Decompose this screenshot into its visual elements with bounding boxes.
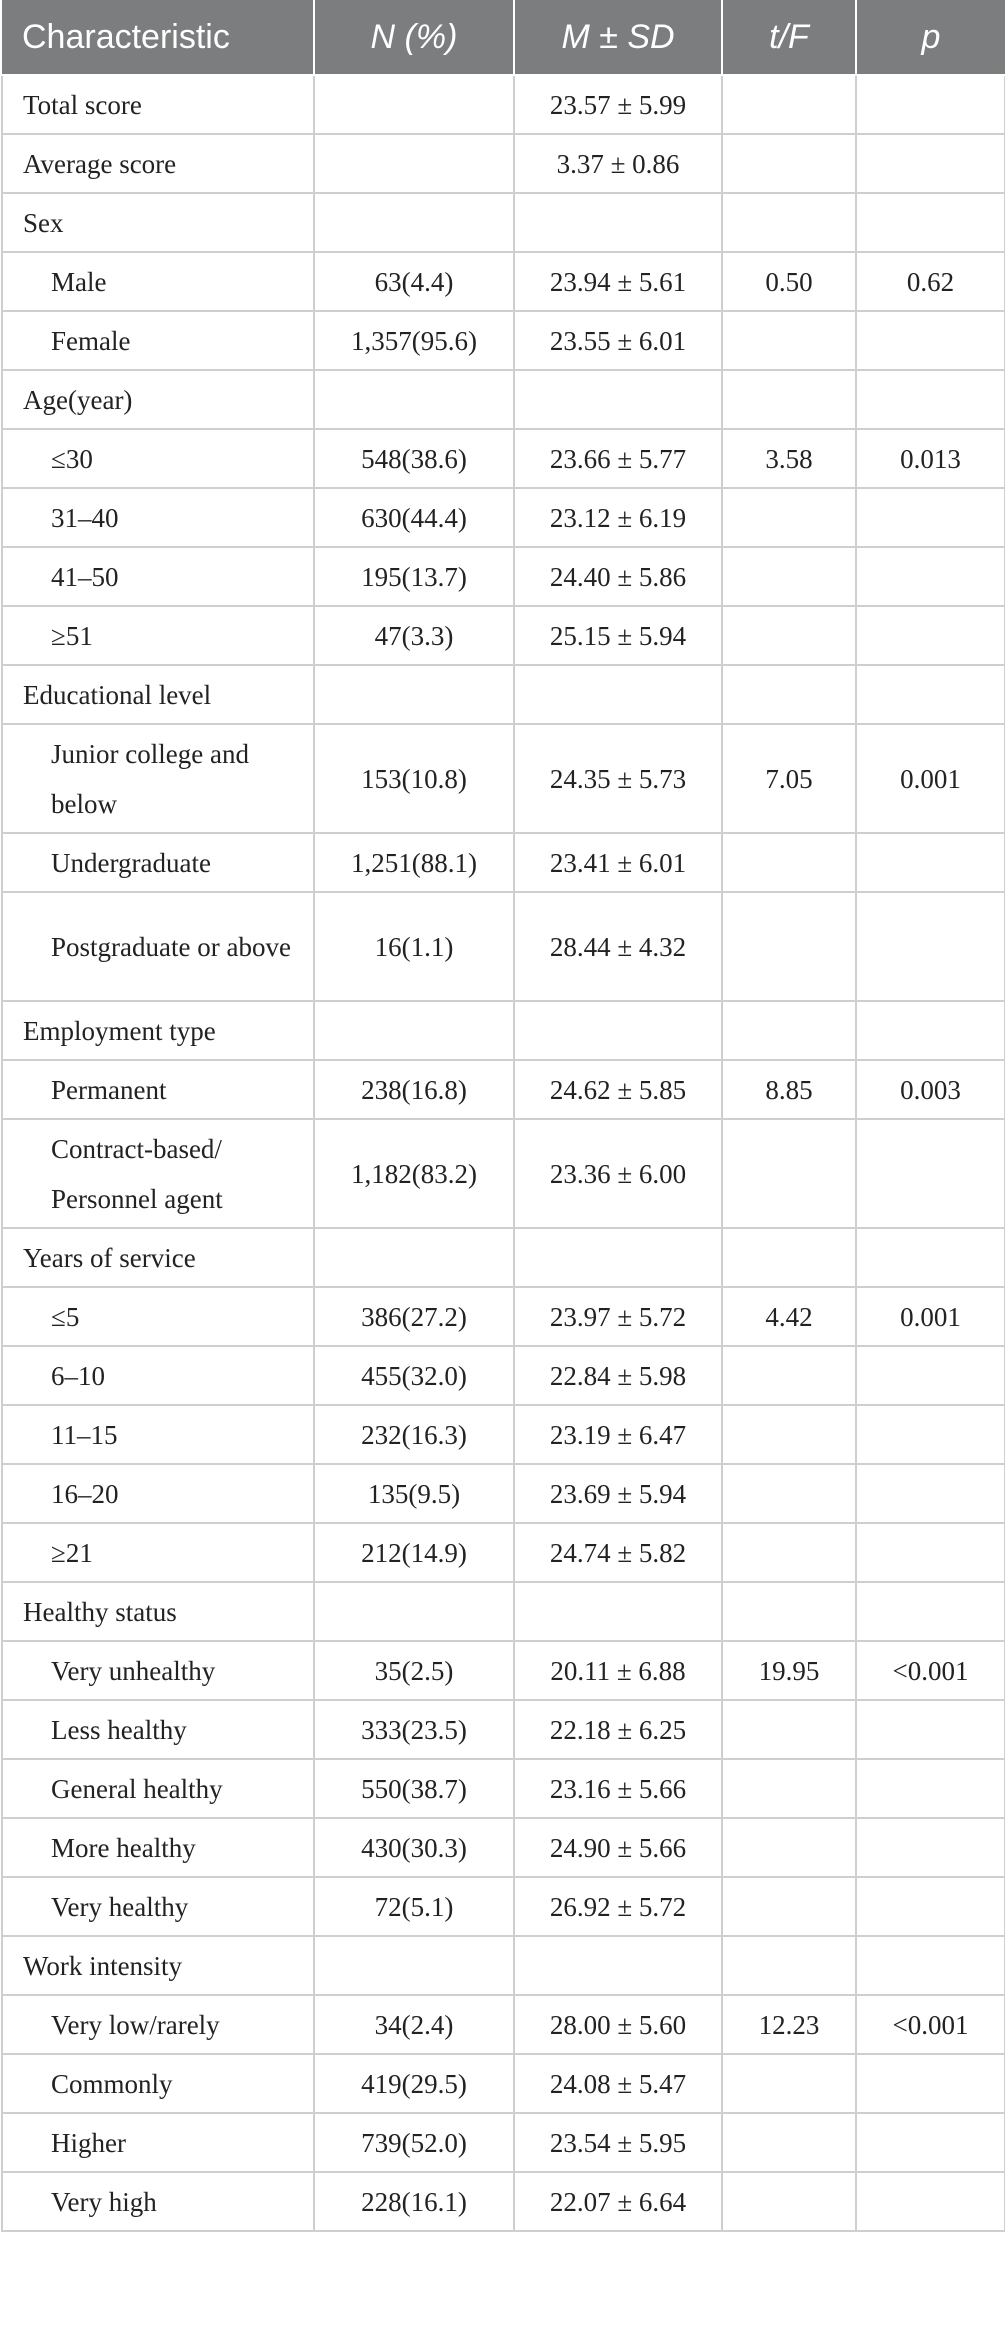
mean-sd-cell: 23.36 ± 6.00	[514, 1119, 722, 1228]
t-f-cell	[722, 1346, 856, 1405]
t-f-cell	[722, 606, 856, 665]
p-value-cell	[856, 1228, 1005, 1287]
t-f-cell	[722, 193, 856, 252]
table-row	[2, 134, 1005, 193]
mean-sd-cell	[514, 193, 722, 252]
table-row	[2, 75, 1005, 134]
row-label: Sex	[2, 193, 314, 252]
n-percent-cell	[314, 1936, 514, 1995]
mean-sd-cell	[514, 665, 722, 724]
n-percent-cell: 34(2.4)	[314, 1995, 514, 2054]
table-row	[2, 724, 1005, 833]
table-row	[2, 1287, 1005, 1346]
mean-sd-cell: 23.55 ± 6.01	[514, 311, 722, 370]
table-row	[2, 488, 1005, 547]
p-value-cell	[856, 1700, 1005, 1759]
table-row	[2, 429, 1005, 488]
t-f-cell	[722, 665, 856, 724]
t-f-cell	[722, 1405, 856, 1464]
t-f-cell	[722, 1523, 856, 1582]
mean-sd-cell: 24.08 ± 5.47	[514, 2054, 722, 2113]
n-percent-cell: 63(4.4)	[314, 252, 514, 311]
p-value-cell	[856, 1523, 1005, 1582]
p-value-cell	[856, 1346, 1005, 1405]
row-label: Junior college and below	[2, 724, 314, 833]
mean-sd-cell: 23.41 ± 6.01	[514, 833, 722, 892]
table-row	[2, 1346, 1005, 1405]
table-row	[2, 2172, 1005, 2231]
p-value-cell	[856, 833, 1005, 892]
table-row	[2, 1060, 1005, 1119]
p-value-cell	[856, 1119, 1005, 1228]
table-row	[2, 1641, 1005, 1700]
t-f-cell: 8.85	[722, 1060, 856, 1119]
row-label: Postgraduate or above	[2, 892, 314, 1001]
mean-sd-cell	[514, 1001, 722, 1060]
n-percent-cell: 630(44.4)	[314, 488, 514, 547]
table-row	[2, 1405, 1005, 1464]
p-value-cell	[856, 2054, 1005, 2113]
row-label: Male	[2, 252, 314, 311]
table-row	[2, 1228, 1005, 1287]
mean-sd-cell	[514, 1582, 722, 1641]
mean-sd-cell: 23.16 ± 5.66	[514, 1759, 722, 1818]
mean-sd-cell: 23.94 ± 5.61	[514, 252, 722, 311]
header-characteristic: Characteristic	[2, 0, 314, 75]
n-percent-cell: 550(38.7)	[314, 1759, 514, 1818]
p-value-cell	[856, 75, 1005, 134]
n-percent-cell	[314, 665, 514, 724]
header-p: p	[856, 0, 1005, 75]
n-percent-cell	[314, 1582, 514, 1641]
p-value-cell	[856, 1759, 1005, 1818]
mean-sd-cell: 25.15 ± 5.94	[514, 606, 722, 665]
n-percent-cell	[314, 1228, 514, 1287]
header-n-percent: N (%)	[314, 0, 514, 75]
row-label: General healthy	[2, 1759, 314, 1818]
t-f-cell	[722, 370, 856, 429]
p-value-cell	[856, 1405, 1005, 1464]
row-label: 16–20	[2, 1464, 314, 1523]
mean-sd-cell: 24.74 ± 5.82	[514, 1523, 722, 1582]
row-label: Very unhealthy	[2, 1641, 314, 1700]
p-value-cell	[856, 1818, 1005, 1877]
p-value-cell	[856, 1464, 1005, 1523]
table-row	[2, 1464, 1005, 1523]
row-label: More healthy	[2, 1818, 314, 1877]
p-value-cell: 0.001	[856, 724, 1005, 833]
n-percent-cell: 430(30.3)	[314, 1818, 514, 1877]
p-value-cell	[856, 370, 1005, 429]
n-percent-cell: 195(13.7)	[314, 547, 514, 606]
n-percent-cell: 1,357(95.6)	[314, 311, 514, 370]
n-percent-cell: 419(29.5)	[314, 2054, 514, 2113]
row-label: Contract-based/ Personnel agent	[2, 1119, 314, 1228]
table-row	[2, 193, 1005, 252]
p-value-cell	[856, 1001, 1005, 1060]
characteristics-table	[1, 0, 1005, 2232]
row-label: ≤5	[2, 1287, 314, 1346]
n-percent-cell: 72(5.1)	[314, 1877, 514, 1936]
table-row	[2, 2054, 1005, 2113]
row-label: Higher	[2, 2113, 314, 2172]
row-label: 31–40	[2, 488, 314, 547]
p-value-cell	[856, 547, 1005, 606]
n-percent-cell: 47(3.3)	[314, 606, 514, 665]
n-percent-cell: 455(32.0)	[314, 1346, 514, 1405]
mean-sd-cell: 23.12 ± 6.19	[514, 488, 722, 547]
t-f-cell: 19.95	[722, 1641, 856, 1700]
row-label: Years of service	[2, 1228, 314, 1287]
n-percent-cell: 232(16.3)	[314, 1405, 514, 1464]
n-percent-cell: 35(2.5)	[314, 1641, 514, 1700]
row-label: Educational level	[2, 665, 314, 724]
mean-sd-cell: 24.62 ± 5.85	[514, 1060, 722, 1119]
p-value-cell	[856, 606, 1005, 665]
t-f-cell: 3.58	[722, 429, 856, 488]
p-value-cell: 0.001	[856, 1287, 1005, 1346]
table-row	[2, 311, 1005, 370]
row-label: Commonly	[2, 2054, 314, 2113]
n-percent-cell	[314, 193, 514, 252]
row-label: 6–10	[2, 1346, 314, 1405]
n-percent-cell	[314, 1001, 514, 1060]
t-f-cell	[722, 1001, 856, 1060]
p-value-cell	[856, 134, 1005, 193]
mean-sd-cell: 3.37 ± 0.86	[514, 134, 722, 193]
t-f-cell	[722, 1818, 856, 1877]
t-f-cell	[722, 2054, 856, 2113]
table-row	[2, 1818, 1005, 1877]
t-f-cell	[722, 833, 856, 892]
t-f-cell	[722, 1119, 856, 1228]
header-mean-sd: M ± SD	[514, 0, 722, 75]
row-label: Employment type	[2, 1001, 314, 1060]
p-value-cell	[856, 892, 1005, 1001]
mean-sd-cell: 22.84 ± 5.98	[514, 1346, 722, 1405]
row-label: Very high	[2, 2172, 314, 2231]
t-f-cell	[722, 2172, 856, 2231]
n-percent-cell: 548(38.6)	[314, 429, 514, 488]
t-f-cell	[722, 75, 856, 134]
mean-sd-cell: 23.19 ± 6.47	[514, 1405, 722, 1464]
n-percent-cell: 212(14.9)	[314, 1523, 514, 1582]
t-f-cell	[722, 134, 856, 193]
mean-sd-cell: 22.07 ± 6.64	[514, 2172, 722, 2231]
p-value-cell: <0.001	[856, 1995, 1005, 2054]
row-label: Average score	[2, 134, 314, 193]
p-value-cell	[856, 1877, 1005, 1936]
mean-sd-cell: 20.11 ± 6.88	[514, 1641, 722, 1700]
mean-sd-cell: 28.44 ± 4.32	[514, 892, 722, 1001]
p-value-cell	[856, 665, 1005, 724]
row-label: ≤30	[2, 429, 314, 488]
mean-sd-cell	[514, 370, 722, 429]
mean-sd-cell: 23.57 ± 5.99	[514, 75, 722, 134]
t-f-cell: 0.50	[722, 252, 856, 311]
t-f-cell	[722, 488, 856, 547]
n-percent-cell: 228(16.1)	[314, 2172, 514, 2231]
table-row	[2, 665, 1005, 724]
p-value-cell: 0.013	[856, 429, 1005, 488]
table-row	[2, 1995, 1005, 2054]
mean-sd-cell: 23.97 ± 5.72	[514, 1287, 722, 1346]
row-label: Total score	[2, 75, 314, 134]
row-label: Less healthy	[2, 1700, 314, 1759]
table-row	[2, 370, 1005, 429]
header-row	[2, 0, 1005, 75]
n-percent-cell: 333(23.5)	[314, 1700, 514, 1759]
t-f-cell: 12.23	[722, 1995, 856, 2054]
t-f-cell	[722, 1582, 856, 1641]
n-percent-cell: 135(9.5)	[314, 1464, 514, 1523]
table-row	[2, 1119, 1005, 1228]
n-percent-cell: 238(16.8)	[314, 1060, 514, 1119]
mean-sd-cell: 28.00 ± 5.60	[514, 1995, 722, 2054]
mean-sd-cell: 22.18 ± 6.25	[514, 1700, 722, 1759]
p-value-cell	[856, 311, 1005, 370]
t-f-cell	[722, 2113, 856, 2172]
p-value-cell	[856, 488, 1005, 547]
table-row	[2, 1759, 1005, 1818]
n-percent-cell: 16(1.1)	[314, 892, 514, 1001]
mean-sd-cell: 26.92 ± 5.72	[514, 1877, 722, 1936]
n-percent-cell	[314, 134, 514, 193]
mean-sd-cell: 24.35 ± 5.73	[514, 724, 722, 833]
row-label: Healthy status	[2, 1582, 314, 1641]
mean-sd-cell: 23.66 ± 5.77	[514, 429, 722, 488]
n-percent-cell: 1,182(83.2)	[314, 1119, 514, 1228]
table-row	[2, 2113, 1005, 2172]
mean-sd-cell: 24.90 ± 5.66	[514, 1818, 722, 1877]
t-f-cell	[722, 311, 856, 370]
table-row	[2, 252, 1005, 311]
t-f-cell	[722, 1464, 856, 1523]
t-f-cell	[722, 1228, 856, 1287]
mean-sd-cell: 24.40 ± 5.86	[514, 547, 722, 606]
row-label: 11–15	[2, 1405, 314, 1464]
table-row	[2, 892, 1005, 1001]
mean-sd-cell: 23.54 ± 5.95	[514, 2113, 722, 2172]
n-percent-cell: 153(10.8)	[314, 724, 514, 833]
table-row	[2, 547, 1005, 606]
table-row	[2, 833, 1005, 892]
n-percent-cell	[314, 370, 514, 429]
row-label: Undergraduate	[2, 833, 314, 892]
row-label: Age(year)	[2, 370, 314, 429]
n-percent-cell	[314, 75, 514, 134]
n-percent-cell: 1,251(88.1)	[314, 833, 514, 892]
p-value-cell	[856, 2113, 1005, 2172]
p-value-cell: 0.62	[856, 252, 1005, 311]
p-value-cell: <0.001	[856, 1641, 1005, 1700]
header-t-f: t/F	[722, 0, 856, 75]
row-label: Permanent	[2, 1060, 314, 1119]
mean-sd-cell: 23.69 ± 5.94	[514, 1464, 722, 1523]
row-label: 41–50	[2, 547, 314, 606]
table-row	[2, 1700, 1005, 1759]
table-row	[2, 1582, 1005, 1641]
t-f-cell	[722, 1700, 856, 1759]
t-f-cell	[722, 892, 856, 1001]
row-label: ≥21	[2, 1523, 314, 1582]
t-f-cell	[722, 1759, 856, 1818]
row-label: Female	[2, 311, 314, 370]
row-label: Very low/rarely	[2, 1995, 314, 2054]
n-percent-cell: 739(52.0)	[314, 2113, 514, 2172]
table-row	[2, 1523, 1005, 1582]
table-row	[2, 1001, 1005, 1060]
t-f-cell	[722, 547, 856, 606]
t-f-cell: 4.42	[722, 1287, 856, 1346]
p-value-cell	[856, 1936, 1005, 1995]
row-label: ≥51	[2, 606, 314, 665]
p-value-cell	[856, 2172, 1005, 2231]
n-percent-cell: 386(27.2)	[314, 1287, 514, 1346]
table-row	[2, 606, 1005, 665]
p-value-cell: 0.003	[856, 1060, 1005, 1119]
p-value-cell	[856, 1582, 1005, 1641]
row-label: Very healthy	[2, 1877, 314, 1936]
table-row	[2, 1877, 1005, 1936]
t-f-cell	[722, 1877, 856, 1936]
t-f-cell: 7.05	[722, 724, 856, 833]
mean-sd-cell	[514, 1936, 722, 1995]
row-label: Work intensity	[2, 1936, 314, 1995]
table-row	[2, 1936, 1005, 1995]
t-f-cell	[722, 1936, 856, 1995]
mean-sd-cell	[514, 1228, 722, 1287]
p-value-cell	[856, 193, 1005, 252]
